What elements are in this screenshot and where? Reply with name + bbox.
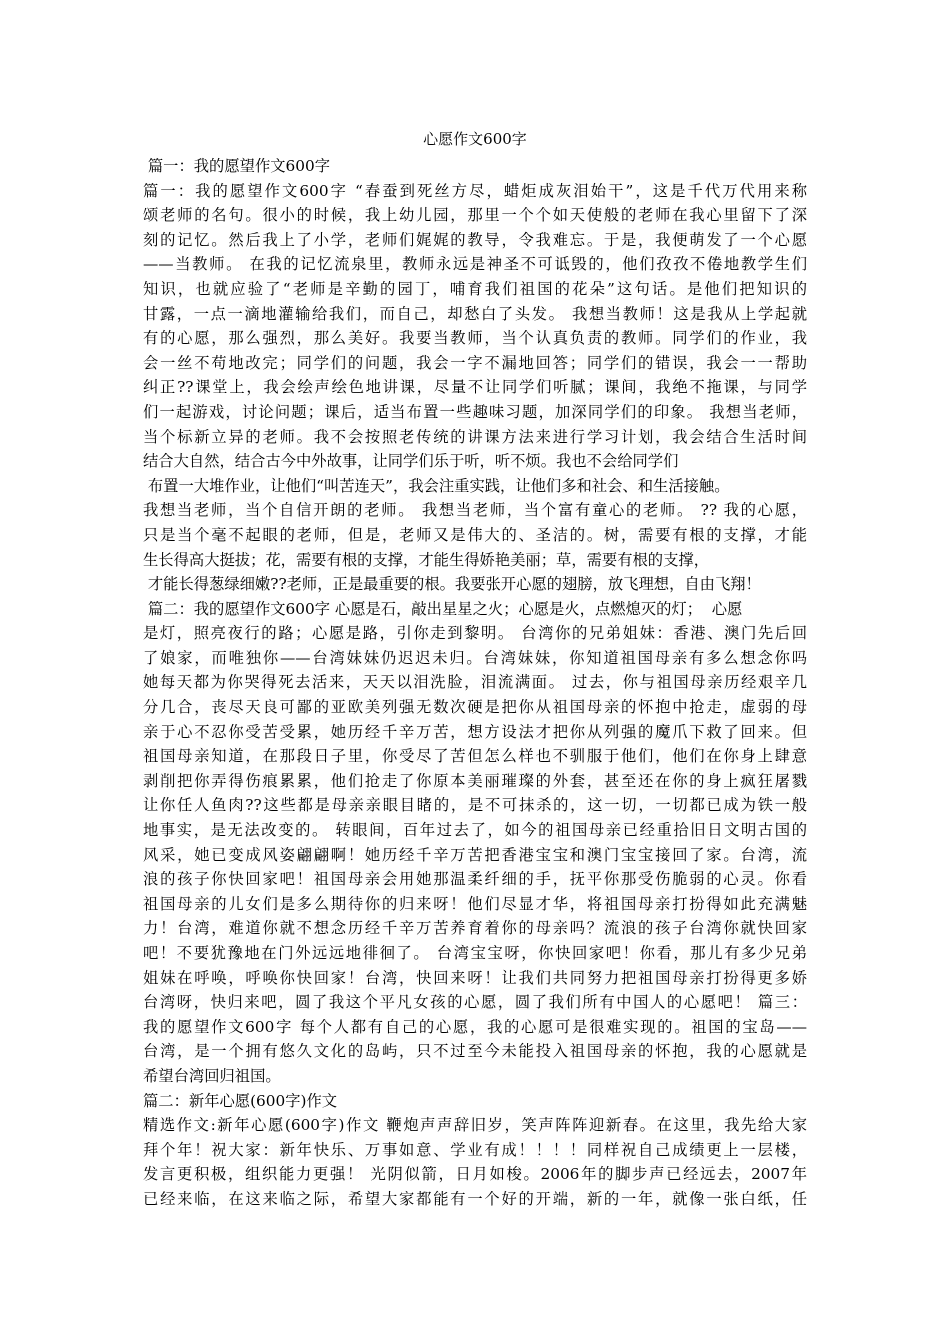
text-line: 风采，她已变成风姿翩翩啊！她历经千辛万苦把香港宝宝和澳门宝宝接回了家。台湾，流: [143, 845, 807, 864]
text-line: 篇二：我的愿望作文600字 心愿是石，敲出星星之火；心愿是火，点燃熄灭的灯； 心愿: [143, 599, 743, 618]
text-line: 结合大自然，结合古今中外故事，让同学们乐于听，听不烦。我也不会给同学们: [143, 452, 679, 471]
text-line: 我想当老师，当个自信开朗的老师。 我想当老师，当个富有童心的老师。 ?? 我的心愿，: [143, 501, 807, 520]
text-line: 浪的孩子你快回家吧！祖国母亲会用她那温柔纤细的手，抚平你那受伤脆弱的心灵。你看: [143, 870, 807, 889]
text-line: 祖国母亲的儿女们是多么期待你的归来呀！他们尽显才华，将祖国母亲打扮得如此充满魅: [143, 894, 807, 913]
text-line: 地事实，是无法改变的。 转眼间，百年过去了，如今的祖国母亲已经重拾旧日文明古国的: [143, 821, 807, 840]
text-line: 吧！不要犹豫地在门外远远地徘徊了。 台湾宝宝呀，你快回家吧！你看，那儿有多少兄弟: [143, 944, 807, 962]
text-line: 纠正??课堂上，我会绘声绘色地讲课，尽量不让同学们听腻；课间，我绝不拖课，与同学: [143, 378, 807, 397]
text-line: 姐妹在呼唤，呼唤你快回家！台湾，快回来呀！让我们共同努力把祖国母亲打扮得更多娇: [143, 968, 807, 987]
text-line: ——当教师。 在我的记忆流泉里，教师永远是神圣不可诋毁的，他们孜孜不倦地教学生们: [143, 255, 807, 274]
text-line: 篇一：我的愿望作文600字 “春蚕到死丝方尽，蜡炬成灰泪始干”，这是千代万代用来称: [143, 181, 807, 200]
text-line: 让你任人鱼肉??这些都是母亲亲眼目睹的，是不可抹杀的，这一切，一切都已成为铁一般: [143, 796, 807, 815]
text-line: 知识，也就应验了“老师是辛勤的园丁，哺育我们祖国的花朵”这句话。是他们把知识的: [143, 279, 807, 298]
text-line: 祖国母亲知道，在那段日子里，你受尽了苦但怎么样也不驯服于他们，他们在你身上肆意: [143, 747, 807, 766]
text-line: 她每天都为你哭得死去活来，天天以泪洗脸，泪流满面。 过去，你与祖国母亲历经艰辛几: [143, 673, 807, 692]
text-line: 拜个年！祝大家：新年快乐、万事如意、学业有成！！！！同样祝自己成绩更上一层楼，: [143, 1140, 807, 1159]
text-line: 刻的记忆。然后我上了小学，老师们娓娓的教导，令我难忘。于是，我便萌发了一个心愿: [143, 230, 807, 249]
text-line: 剥削把你弄得伤痕累累，他们抢走了你原本美丽璀璨的外套，甚至还在你的身上疯狂屠戮: [143, 771, 807, 790]
text-line: 篇一：我的愿望作文600字: [143, 157, 331, 175]
text-line: 力！台湾，难道你就不想念历经千辛万苦养育着你的母亲吗？流浪的孩子台湾你就快回家: [143, 919, 807, 938]
text-line: 台湾呀，快归来吧，圆了我这个平凡女孩的心愿，圆了我们所有中国人的心愿吧！ 篇三：: [143, 993, 807, 1012]
text-line: 亲于心不忍你受苦受累，她历经千辛万苦，想方设法才把你从列强的魔爪下救了回来。但: [143, 722, 807, 741]
text-line: 甘露，一点一滴地灌输给我们，而自己，却愁白了头发。 我想当教师！这是我从上学起就: [143, 304, 807, 323]
text-line: 已经来临，在这来临之际，希望大家都能有一个好的开端，新的一年，就像一张白纸，任: [143, 1189, 807, 1208]
text-line: 当个标新立异的老师。我不会按照老传统的讲课方法来进行学习计划，我会结合生活时间: [143, 427, 807, 446]
text-line: 发言更积极，组织能力更强！ 光阴似箭，日月如梭。2006年的脚步声已经远去，2007年: [143, 1165, 807, 1184]
document-body: [143, 154, 807, 1212]
text-line: 分几合，丧尽天良可鄙的亚欧美列强无数次硬是把你从祖国母亲的怀抱中抢走，虚弱的母: [143, 698, 807, 717]
text-line: 才能长得葱绿细嫩??老师，正是最重要的根。我要张开心愿的翅膀，放飞理想，自由飞翔！: [143, 575, 761, 594]
text-line: 篇二：新年心愿(600字)作文: [143, 1091, 338, 1110]
text-line: 希望台湾回归祖国。: [143, 1066, 281, 1085]
text-line: 我的愿望作文600字 每个人都有自己的心愿，我的心愿可是很难实现的。祖国的宝岛——: [143, 1017, 807, 1036]
text-line: 生长得高大挺拔；花，需要有根的支撑，才能生得娇艳美丽；草，需要有根的支撑，: [143, 550, 709, 569]
text-line: 有的心愿，那么强烈，那么美好。我要当教师，当个认真负责的教师。同学们的作业，我: [143, 329, 807, 348]
text-line: 会一丝不苟地改完；同学们的问题，我会一字不漏地回答；同学们的错误，我会一一帮助: [143, 353, 807, 372]
text-line: 颂老师的名句。很小的时候，我上幼儿园，那里一个个如天使般的老师在我心里留下了深: [143, 206, 807, 225]
text-line: 了娘家，而唯独你——台湾妹妹仍迟迟未归。台湾妹妹，你知道祖国母亲有多么想念你吗: [143, 648, 807, 667]
text-line: 台湾，是一个拥有悠久文化的岛屿，只不过至今未能投入祖国母亲的怀抱，我的心愿就是: [143, 1042, 807, 1061]
text-line: 布置一大堆作业，让他们“叫苦连天”，我会注重实践，让他们多和社会、和生活接触。: [143, 476, 730, 495]
text-line: 们一起游戏，讨论问题；课后，适当布置一些趣味习题，加深同学们的印象。 我想当老师，: [143, 402, 807, 421]
document-title: 心愿作文600字: [423, 130, 527, 148]
text-line: 精选作文:新年心愿(600字)作文 鞭炮声声辞旧岁，笑声阵阵迎新春。在这里，我先给大家: [143, 1116, 807, 1135]
text-line: 是灯，照亮夜行的路；心愿是路，引你走到黎明。 台湾你的兄弟姐妹：香港、澳门先后回: [143, 624, 807, 643]
text-line: 只是当个毫不起眼的老师，但是，老师又是伟大的、圣洁的。树，需要有根的支撑，才能: [143, 525, 807, 544]
